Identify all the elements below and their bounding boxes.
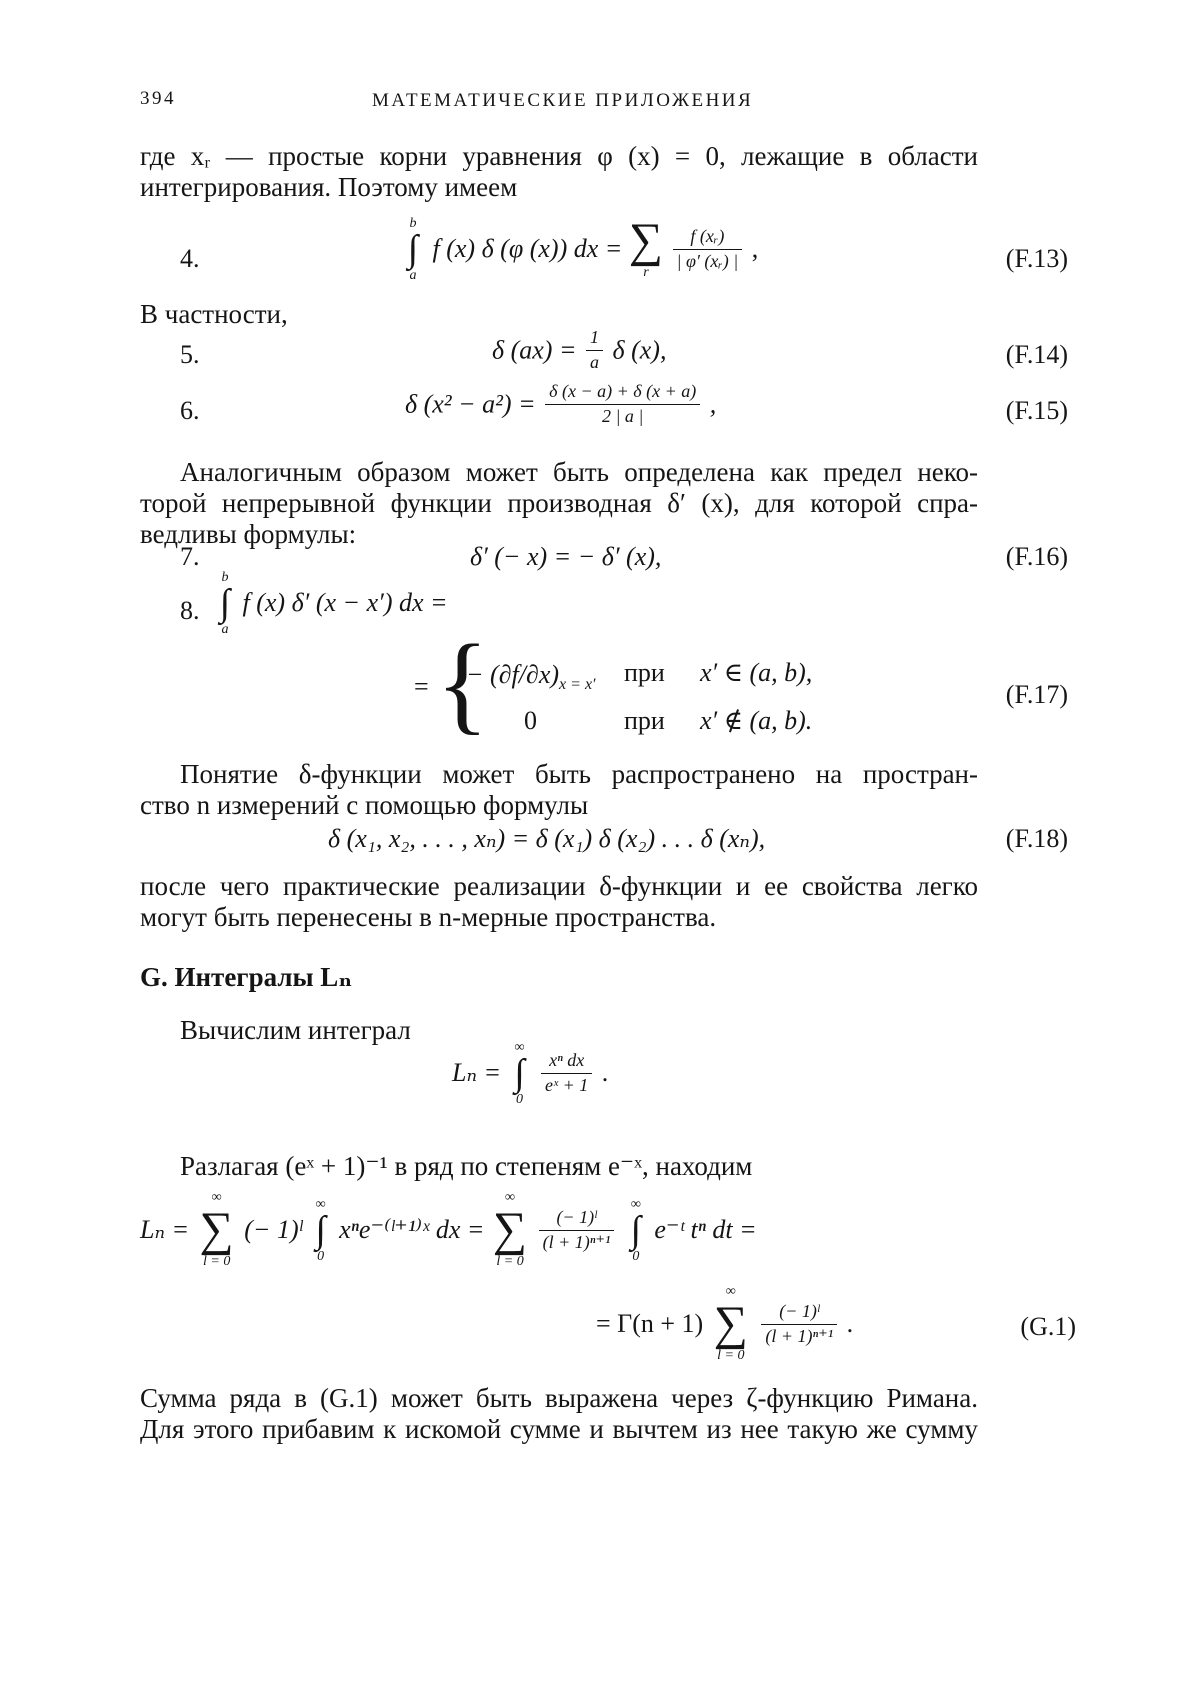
eq-f15-den: 2 | a | [601, 405, 644, 426]
eq-f13-upper: b [409, 216, 417, 231]
closing-line-2: Для этого прибавим к искомой сумме и вычтем из нее такую же сумму [140, 1414, 978, 1444]
eq-f15 [405, 382, 716, 427]
eq-f13-lhs: f (x) δ (φ (x)) dx = [432, 234, 623, 263]
eq-f17-lhs: f (x) δ′ (x − x′) dx = [242, 588, 448, 617]
eq-f14-num: 1 [586, 328, 603, 351]
sum-sign: ∑ [628, 214, 664, 267]
running-title: МАТЕМАТИЧЕСКИЕ ПРИЛОЖЕНИЯ [372, 90, 754, 111]
sum-sign: ∑ [492, 1203, 528, 1256]
eq-f17-case1-expr: − $(\partial f/\partial x)_{x = x'}$ [466, 660, 596, 694]
para3-line-1: Понятие δ-функции может быть распространено на простран- [180, 759, 978, 789]
eq-g1-fraction-1 [539, 1208, 615, 1253]
expand-text: Разлагая (eˣ + 1)⁻¹ в ряд по степеням e⁻ˣ, находим [180, 1151, 753, 1181]
eq-f14-fraction [586, 328, 603, 373]
eq-f18-number: (F.18) [1005, 824, 1068, 853]
sum-sign: ∑ [713, 1297, 748, 1350]
eq-g1-int1-lower: 0 [317, 1249, 325, 1264]
eq-f13-fraction [673, 227, 743, 272]
eq-f14-number: (F.14) [1005, 340, 1068, 369]
eq-f14-rhs: δ (x), [612, 335, 667, 365]
eq-f15-lhs: δ (x² − a²) = [405, 389, 536, 419]
eq-f14-lhs: δ (ax) = [492, 335, 577, 365]
eq-ln-upper: ∞ [514, 1040, 525, 1055]
intro-line-2: интегрирования. Поэтому имеем [140, 172, 518, 202]
eq-g1-line2 [596, 1284, 853, 1364]
closing-line-1: Сумма ряда в (G.1) может быть выражена через ζ-функцию Римана. [140, 1383, 978, 1413]
eq-f13-lower: a [409, 268, 417, 283]
eq-f13-sum-index: r [643, 265, 649, 280]
eq-f13-label: 4. [180, 244, 200, 273]
eq-f15-num: δ (x − a) + δ (x + a) [545, 382, 700, 405]
eq-g1-sum2-lower: l = 0 [496, 1254, 524, 1269]
eq-g1-frac2-den: (l + 1)ⁿ⁺¹ [765, 1325, 834, 1346]
eq-ln-num: xⁿ dx [541, 1051, 592, 1074]
para2-line-2: торой непрерывной функции производная δ′ (x), для которой спра- [140, 488, 978, 518]
integral-sign: ∫ [630, 1209, 642, 1251]
eq-f14 [492, 328, 666, 373]
eq-f13-den: | φ′ (xᵣ) | [676, 250, 739, 271]
eq-f16-body: δ′ (− x) = − δ′ (x), [470, 542, 662, 571]
eq-g1-line2-lhs: = Γ(n + 1) [596, 1309, 704, 1338]
eq-g1-line1 [140, 1190, 757, 1270]
integral-sign: ∫ [407, 228, 419, 270]
eq-f17-equals: = [414, 672, 429, 701]
para2-line-1: Аналогичным образом может быть определена как предел неко- [180, 457, 978, 487]
eq-f15-number: (F.15) [1005, 396, 1068, 425]
eq-g1-sum3-upper: ∞ [725, 1284, 736, 1299]
eq-f17-label: 8. [180, 596, 200, 625]
in-particular: В частности, [140, 299, 288, 329]
para3-line-2: ство n измерений с помощью формулы [140, 790, 589, 820]
integral-sign: ∫ [219, 582, 231, 624]
integral-sign: ∫ [315, 1209, 326, 1251]
eq-f18-body: δ (x₁, x₂, . . . , xₙ) = δ (x₁) δ (x₂) . . . δ (xₙ), [328, 824, 766, 853]
eq-f13-num: f (xᵣ) [673, 227, 743, 250]
eq-f17-number: (F.17) [1005, 680, 1068, 709]
eq-g1-lhs: Lₙ = [140, 1215, 190, 1244]
integral-sign: ∫ [514, 1052, 525, 1094]
eq-f17-case2-cond: x′ ∉ (a, b). [700, 706, 813, 735]
eq-g1-frac1-num: (− 1)ˡ [539, 1208, 615, 1231]
eq-g1-frac2-num: (− 1)ˡ [761, 1302, 837, 1325]
sum-sign: ∑ [199, 1203, 234, 1256]
section-heading: G. Интегралы Lₙ [140, 962, 353, 992]
eq-f13-tail: , [751, 234, 759, 263]
eq-ln [452, 1040, 608, 1106]
eq-f13 [400, 216, 758, 282]
eq-f17-case1-cond: x′ ∈ (a, b), [700, 658, 813, 687]
eq-f17-case2-expr: 0 [524, 706, 537, 735]
eq-f17-brace: { [436, 622, 489, 744]
eq-f15-label: 6. [180, 396, 200, 425]
eq-f13-number: (F.13) [1005, 244, 1068, 273]
eq-f17-lhs-block [214, 570, 448, 636]
eq-g1-sum1-lower: l = 0 [202, 1254, 231, 1269]
intro-line-1: где xᵣ — простые корни уравнения φ (x) = 0, лежащие в области [140, 141, 978, 171]
para4-line-2: могут быть перенесены в n-мерные пространства. [140, 902, 717, 932]
eq-g1-int2-lower: 0 [632, 1249, 640, 1264]
eq-f17-case2-word: при [624, 706, 665, 735]
compute-text: Вычислим интеграл [180, 1015, 411, 1045]
eq-f17-case1-sub: x = x′ [559, 676, 596, 694]
eq-f17-upper: b [221, 570, 229, 585]
para4-line-1: после чего практические реализации δ-функции и ее свойства легко [140, 871, 978, 901]
eq-ln-lhs: Lₙ = [452, 1058, 502, 1087]
eq-g1-tail: . [846, 1309, 854, 1338]
page-number: 394 [140, 88, 176, 109]
eq-g1-frac1-den: (l + 1)ⁿ⁺¹ [542, 1231, 611, 1252]
eq-f16-label: 7. [180, 542, 200, 571]
eq-ln-lower: 0 [516, 1092, 524, 1107]
eq-g1-number: (G.1) [1020, 1312, 1076, 1341]
eq-f17-case1-word: при [624, 658, 665, 687]
para2-line-3: ведливы формулы: [140, 519, 357, 549]
eq-g1-int2-upper: ∞ [630, 1197, 641, 1212]
eq-g1-sum2-upper: ∞ [505, 1190, 516, 1205]
eq-g1-sum1-upper: ∞ [211, 1190, 222, 1205]
eq-g1-part2: xⁿe⁻⁽ˡ⁺¹⁾ˣ dx = [339, 1215, 485, 1244]
eq-f16-number: (F.16) [1005, 542, 1068, 571]
eq-f17-lower: a [221, 622, 229, 637]
eq-g1-int1-upper: ∞ [315, 1197, 326, 1212]
eq-f14-label: 5. [180, 340, 200, 369]
eq-f15-tail: , [709, 389, 717, 419]
eq-f14-den: a [590, 351, 599, 372]
eq-ln-den: eˣ + 1 [545, 1074, 589, 1095]
eq-g1-part1: (− 1)ˡ [244, 1215, 303, 1244]
eq-f15-fraction [545, 382, 700, 427]
eq-g1-sum3-lower: l = 0 [717, 1348, 745, 1363]
eq-ln-fraction [541, 1051, 592, 1096]
eq-ln-tail: . [601, 1058, 609, 1087]
eq-g1-part3: e⁻ᵗ tⁿ dt = [654, 1215, 757, 1244]
eq-g1-fraction-2 [761, 1302, 837, 1347]
